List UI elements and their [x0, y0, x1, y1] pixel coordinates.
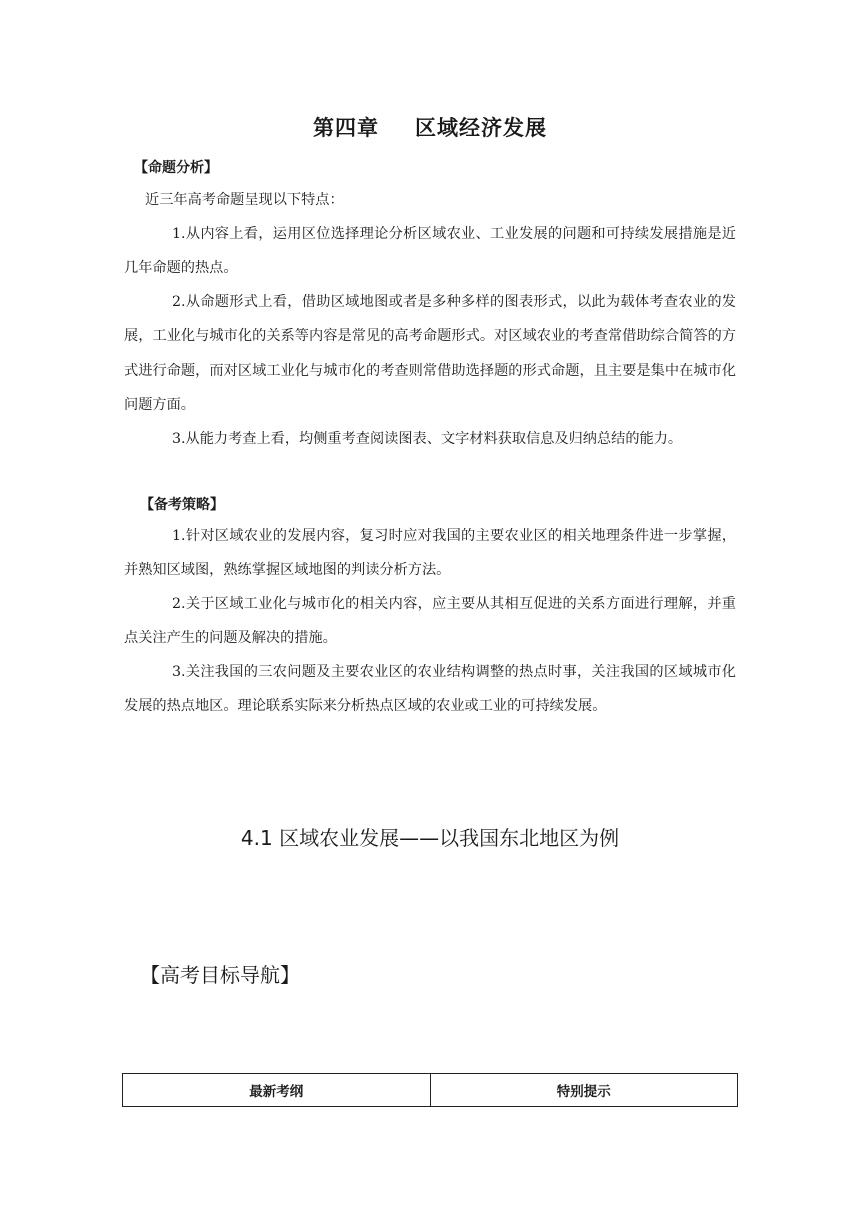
chapter-title — [0, 112, 860, 142]
table-header-notes: 特别提示 — [430, 1074, 738, 1107]
analysis-point-1: 1.从内容上看，运用区位选择理论分析区域农业、工业发展的问题和可持续发展措施是近几年命题的热点。 — [124, 226, 736, 277]
strategy-point-2: 2.关于区域工业化与城市化的相关内容，应主要从其相互促进的关系方面进行理解，并重点关注产生的问题及解决的措施。 — [124, 596, 736, 647]
strategy-heading: 【备考策略】 — [140, 497, 224, 513]
chapter-number: 第四章 — [313, 116, 379, 140]
navigation-heading: 【高考目标导航】 — [140, 963, 300, 987]
analysis-point-3: 3.从能力考查上看，均侧重考查阅读图表、文字材料获取信息及归纳总结的能力。 — [172, 431, 683, 447]
syllabus-table — [122, 1073, 738, 1107]
analysis-intro: 近三年高考命题呈现以下特点： — [145, 192, 344, 208]
table-header-row — [123, 1074, 738, 1107]
analysis-point-2: 2.从命题形式上看，借助区域地图或者是多种多样的图表形式，以此为载体考查农业的发展，工业化与城市化的关系等内容是常见的高考命题形式。对区域农业的考查常借助综合简答的方式进行命题，而对区域工业化与城市化的考查则常借助选择题的形式命题，且主要是集中在城市化问题方面。 — [124, 294, 736, 414]
strategy-point-1: 1.针对区域农业的发展内容，复习时应对我国的主要农业区的相关地理条件进一步掌握，并熟知区域图，熟练掌握区域地图的判读分析方法。 — [124, 528, 736, 579]
chapter-name: 区域经济发展 — [415, 116, 547, 140]
analysis-heading: 【命题分析】 — [134, 160, 218, 176]
strategy-point-3: 3.关注我国的三农问题及主要农业区的农业结构调整的热点时事，关注我国的区域城市化发展的热点地区。理论联系实际来分析热点区域的农业或工业的可持续发展。 — [124, 664, 736, 715]
table-header-syllabus: 最新考纲 — [123, 1074, 431, 1107]
section-title: 4.1 区域农业发展——以我国东北地区为例 — [240, 826, 620, 850]
